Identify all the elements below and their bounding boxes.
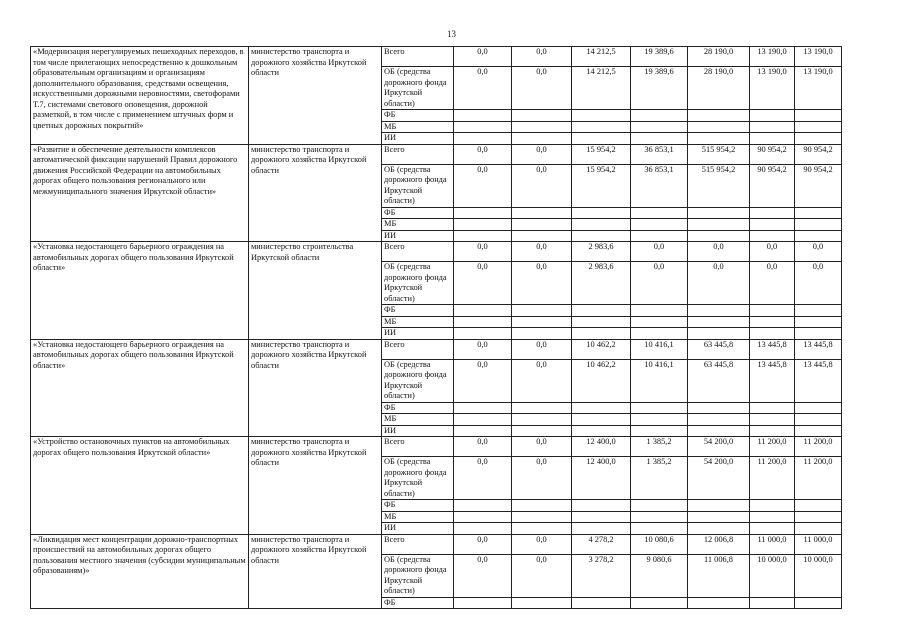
amount-cell: 0,0 bbox=[631, 262, 688, 305]
amount-cell: 0,0 bbox=[512, 339, 572, 359]
budget-table bbox=[30, 46, 842, 609]
amount-cell bbox=[631, 425, 688, 437]
executor-cell: министерство транспорта и дорожного хозяйства Иркутской области bbox=[249, 339, 382, 437]
amount-cell bbox=[688, 305, 750, 317]
activity-name-cell: «Установка недостающего барьерного ограждения на автомобильных дорогах общего пользования Иркутской области» bbox=[31, 242, 249, 340]
amount-cell: 1 385,2 bbox=[631, 457, 688, 500]
funding-source-cell: МБ bbox=[382, 414, 454, 426]
funding-source-cell: ОБ (средства дорожного фонда Иркутской области) bbox=[382, 554, 454, 597]
funding-source-cell: МБ bbox=[382, 219, 454, 231]
funding-source-cell: ОБ (средства дорожного фонда Иркутской области) bbox=[382, 164, 454, 207]
amount-cell: 0,0 bbox=[512, 359, 572, 402]
amount-cell bbox=[512, 425, 572, 437]
amount-cell bbox=[750, 219, 795, 231]
amount-cell bbox=[572, 207, 631, 219]
amount-cell bbox=[795, 511, 842, 523]
executor-cell: министерство транспорта и дорожного хозяйства Иркутской области bbox=[249, 534, 382, 609]
amount-cell bbox=[454, 133, 512, 145]
amount-cell: 11 200,0 bbox=[795, 437, 842, 457]
amount-cell: 0,0 bbox=[750, 262, 795, 305]
amount-cell bbox=[572, 230, 631, 242]
amount-cell bbox=[750, 523, 795, 535]
funding-source-cell: ИИ bbox=[382, 523, 454, 535]
amount-cell: 0,0 bbox=[454, 339, 512, 359]
amount-cell: 90 954,2 bbox=[750, 164, 795, 207]
amount-cell bbox=[454, 597, 512, 609]
activity-name-cell: «Модернизация нерегулируемых пешеходных переходов, в том числе прилегающих непосредственно к дошкольным образовательным организациям и организациям дополнительного образования, средствами освещения, искусственными дорожными неровностями, светофорами Т.7, системами светового оповещения, дорожной разметкой, в том числе с применением штучных форм и цветных дорожных покрытий» bbox=[31, 47, 249, 145]
amount-cell bbox=[512, 110, 572, 122]
amount-cell bbox=[795, 219, 842, 231]
amount-cell: 0,0 bbox=[512, 47, 572, 67]
amount-cell: 2 983,6 bbox=[572, 262, 631, 305]
funding-source-cell: Всего bbox=[382, 47, 454, 67]
amount-cell: 0,0 bbox=[454, 534, 512, 554]
amount-cell bbox=[454, 523, 512, 535]
amount-cell bbox=[454, 121, 512, 133]
amount-cell: 0,0 bbox=[631, 242, 688, 262]
amount-cell: 54 200,0 bbox=[688, 457, 750, 500]
amount-cell: 28 190,0 bbox=[688, 47, 750, 67]
amount-cell: 63 445,8 bbox=[688, 339, 750, 359]
executor-cell: министерство строительства Иркутской области bbox=[249, 242, 382, 340]
amount-cell bbox=[572, 305, 631, 317]
amount-cell: 11 006,8 bbox=[688, 554, 750, 597]
amount-cell bbox=[572, 425, 631, 437]
amount-cell bbox=[795, 597, 842, 609]
amount-cell: 9 080,6 bbox=[631, 554, 688, 597]
funding-source-cell: ИИ bbox=[382, 328, 454, 340]
activity-name-cell: «Ликвидация мест концентрации дорожно-транспортных происшествий на автомобильных дорогах общего пользования местного значения (субсидии муниципальным образованиям)» bbox=[31, 534, 249, 609]
amount-cell: 0,0 bbox=[512, 554, 572, 597]
amount-cell: 0,0 bbox=[750, 242, 795, 262]
amount-cell bbox=[454, 414, 512, 426]
amount-cell bbox=[631, 230, 688, 242]
amount-cell bbox=[795, 121, 842, 133]
amount-cell bbox=[795, 402, 842, 414]
funding-source-cell: МБ bbox=[382, 121, 454, 133]
amount-cell bbox=[512, 305, 572, 317]
amount-cell: 4 278,2 bbox=[572, 534, 631, 554]
amount-cell bbox=[750, 133, 795, 145]
amount-cell: 13 445,8 bbox=[750, 339, 795, 359]
amount-cell: 0,0 bbox=[512, 242, 572, 262]
amount-cell bbox=[572, 511, 631, 523]
amount-cell: 0,0 bbox=[688, 262, 750, 305]
amount-cell: 10 000,0 bbox=[750, 554, 795, 597]
amount-cell: 0,0 bbox=[454, 47, 512, 67]
amount-cell: 10 416,1 bbox=[631, 339, 688, 359]
amount-cell bbox=[750, 597, 795, 609]
amount-cell: 0,0 bbox=[795, 242, 842, 262]
amount-cell: 0,0 bbox=[512, 437, 572, 457]
amount-cell bbox=[750, 207, 795, 219]
amount-cell bbox=[795, 523, 842, 535]
amount-cell: 36 853,1 bbox=[631, 144, 688, 164]
amount-cell bbox=[631, 402, 688, 414]
amount-cell: 0,0 bbox=[454, 144, 512, 164]
funding-source-cell: ФБ bbox=[382, 110, 454, 122]
amount-cell bbox=[631, 414, 688, 426]
amount-cell: 0,0 bbox=[512, 457, 572, 500]
amount-cell bbox=[688, 511, 750, 523]
amount-cell: 0,0 bbox=[454, 437, 512, 457]
funding-source-cell: Всего bbox=[382, 242, 454, 262]
amount-cell: 15 954,2 bbox=[572, 164, 631, 207]
amount-cell: 11 000,0 bbox=[795, 534, 842, 554]
amount-cell: 0,0 bbox=[454, 554, 512, 597]
amount-cell: 19 389,6 bbox=[631, 47, 688, 67]
amount-cell bbox=[512, 316, 572, 328]
amount-cell bbox=[631, 500, 688, 512]
amount-cell bbox=[795, 207, 842, 219]
amount-cell bbox=[631, 328, 688, 340]
amount-cell: 19 389,6 bbox=[631, 67, 688, 110]
amount-cell: 13 445,8 bbox=[750, 359, 795, 402]
amount-cell bbox=[572, 121, 631, 133]
amount-cell bbox=[688, 316, 750, 328]
amount-cell bbox=[688, 425, 750, 437]
funding-source-cell: Всего bbox=[382, 534, 454, 554]
table-row bbox=[31, 242, 842, 262]
activity-name-cell: «Развитие и обеспечение деятельности комплексов автоматической фиксации нарушений Правил дорожного движения Российской Федерации на автомобильных дорогах общего пользования регионального или межмуниципального значения Иркутской области» bbox=[31, 144, 249, 242]
amount-cell bbox=[688, 110, 750, 122]
amount-cell: 12 400,0 bbox=[572, 457, 631, 500]
amount-cell bbox=[454, 110, 512, 122]
amount-cell bbox=[631, 133, 688, 145]
amount-cell: 0,0 bbox=[795, 262, 842, 305]
amount-cell bbox=[688, 597, 750, 609]
amount-cell bbox=[688, 230, 750, 242]
funding-source-cell: ОБ (средства дорожного фонда Иркутской области) bbox=[382, 359, 454, 402]
amount-cell bbox=[631, 110, 688, 122]
funding-source-cell: ОБ (средства дорожного фонда Иркутской области) bbox=[382, 457, 454, 500]
amount-cell bbox=[572, 597, 631, 609]
amount-cell bbox=[631, 597, 688, 609]
amount-cell bbox=[572, 133, 631, 145]
amount-cell: 14 212,5 bbox=[572, 47, 631, 67]
funding-source-cell: Всего bbox=[382, 437, 454, 457]
amount-cell bbox=[454, 328, 512, 340]
amount-cell: 0,0 bbox=[454, 262, 512, 305]
amount-cell bbox=[688, 500, 750, 512]
amount-cell: 13 190,0 bbox=[750, 67, 795, 110]
amount-cell: 63 445,8 bbox=[688, 359, 750, 402]
amount-cell bbox=[688, 402, 750, 414]
amount-cell: 12 006,8 bbox=[688, 534, 750, 554]
amount-cell bbox=[688, 328, 750, 340]
amount-cell: 11 200,0 bbox=[795, 457, 842, 500]
amount-cell bbox=[572, 402, 631, 414]
funding-source-cell: МБ bbox=[382, 316, 454, 328]
amount-cell bbox=[454, 500, 512, 512]
amount-cell bbox=[631, 207, 688, 219]
amount-cell: 0,0 bbox=[688, 242, 750, 262]
amount-cell bbox=[454, 219, 512, 231]
amount-cell bbox=[454, 230, 512, 242]
amount-cell bbox=[512, 511, 572, 523]
amount-cell: 515 954,2 bbox=[688, 164, 750, 207]
amount-cell bbox=[750, 511, 795, 523]
amount-cell bbox=[512, 219, 572, 231]
amount-cell bbox=[512, 414, 572, 426]
amount-cell bbox=[631, 316, 688, 328]
amount-cell bbox=[454, 305, 512, 317]
amount-cell bbox=[750, 316, 795, 328]
funding-source-cell: МБ bbox=[382, 511, 454, 523]
amount-cell bbox=[512, 500, 572, 512]
amount-cell bbox=[795, 328, 842, 340]
amount-cell bbox=[750, 230, 795, 242]
amount-cell bbox=[750, 425, 795, 437]
amount-cell: 1 385,2 bbox=[631, 437, 688, 457]
funding-source-cell: ИИ bbox=[382, 133, 454, 145]
amount-cell: 10 080,6 bbox=[631, 534, 688, 554]
amount-cell bbox=[631, 523, 688, 535]
funding-source-cell: ФБ bbox=[382, 305, 454, 317]
funding-source-cell: ОБ (средства дорожного фонда Иркутской области) bbox=[382, 67, 454, 110]
funding-source-cell: ФБ bbox=[382, 500, 454, 512]
amount-cell bbox=[512, 121, 572, 133]
amount-cell: 13 190,0 bbox=[750, 47, 795, 67]
amount-cell bbox=[512, 207, 572, 219]
amount-cell bbox=[454, 316, 512, 328]
page-number: 13 bbox=[447, 29, 456, 39]
amount-cell: 13 445,8 bbox=[795, 339, 842, 359]
amount-cell bbox=[688, 133, 750, 145]
amount-cell bbox=[750, 110, 795, 122]
funding-source-cell: ОБ (средства дорожного фонда Иркутской области) bbox=[382, 262, 454, 305]
amount-cell bbox=[688, 207, 750, 219]
amount-cell: 28 190,0 bbox=[688, 67, 750, 110]
amount-cell bbox=[688, 523, 750, 535]
amount-cell bbox=[512, 133, 572, 145]
table-row bbox=[31, 144, 842, 164]
amount-cell bbox=[572, 500, 631, 512]
amount-cell: 13 190,0 bbox=[795, 47, 842, 67]
amount-cell bbox=[454, 207, 512, 219]
amount-cell: 3 278,2 bbox=[572, 554, 631, 597]
amount-cell: 0,0 bbox=[454, 242, 512, 262]
amount-cell bbox=[572, 316, 631, 328]
amount-cell bbox=[512, 523, 572, 535]
amount-cell bbox=[795, 414, 842, 426]
amount-cell bbox=[631, 121, 688, 133]
amount-cell bbox=[572, 219, 631, 231]
funding-source-cell: Всего bbox=[382, 144, 454, 164]
amount-cell: 0,0 bbox=[454, 359, 512, 402]
executor-cell: министерство транспорта и дорожного хозяйства Иркутской области bbox=[249, 144, 382, 242]
amount-cell bbox=[454, 425, 512, 437]
amount-cell: 13 190,0 bbox=[795, 67, 842, 110]
amount-cell bbox=[512, 230, 572, 242]
amount-cell bbox=[631, 305, 688, 317]
amount-cell: 0,0 bbox=[454, 164, 512, 207]
amount-cell bbox=[572, 328, 631, 340]
amount-cell: 0,0 bbox=[454, 457, 512, 500]
amount-cell: 15 954,2 bbox=[572, 144, 631, 164]
amount-cell: 54 200,0 bbox=[688, 437, 750, 457]
amount-cell: 14 212,5 bbox=[572, 67, 631, 110]
amount-cell: 90 954,2 bbox=[750, 144, 795, 164]
amount-cell bbox=[750, 500, 795, 512]
amount-cell bbox=[688, 121, 750, 133]
funding-source-cell: Всего bbox=[382, 339, 454, 359]
executor-cell: министерство транспорта и дорожного хозяйства Иркутской области bbox=[249, 47, 382, 145]
amount-cell bbox=[572, 523, 631, 535]
amount-cell bbox=[795, 230, 842, 242]
table-row bbox=[31, 47, 842, 67]
table-row bbox=[31, 534, 842, 554]
amount-cell bbox=[512, 328, 572, 340]
amount-cell: 11 200,0 bbox=[750, 437, 795, 457]
amount-cell bbox=[750, 305, 795, 317]
amount-cell: 515 954,2 bbox=[688, 144, 750, 164]
amount-cell: 0,0 bbox=[454, 67, 512, 110]
amount-cell: 90 954,2 bbox=[795, 144, 842, 164]
activity-name-cell: «Установка недостающего барьерного ограждения на автомобильных дорогах общего пользования Иркутской области» bbox=[31, 339, 249, 437]
amount-cell: 0,0 bbox=[512, 164, 572, 207]
amount-cell: 0,0 bbox=[512, 262, 572, 305]
amount-cell: 0,0 bbox=[512, 534, 572, 554]
funding-source-cell: ФБ bbox=[382, 597, 454, 609]
amount-cell: 11 200,0 bbox=[750, 457, 795, 500]
amount-cell bbox=[795, 500, 842, 512]
amount-cell bbox=[750, 328, 795, 340]
amount-cell: 10 462,2 bbox=[572, 339, 631, 359]
amount-cell bbox=[750, 402, 795, 414]
table-row bbox=[31, 339, 842, 359]
amount-cell: 90 954,2 bbox=[795, 164, 842, 207]
amount-cell bbox=[688, 219, 750, 231]
amount-cell bbox=[631, 219, 688, 231]
amount-cell: 0,0 bbox=[512, 144, 572, 164]
amount-cell bbox=[512, 597, 572, 609]
table-row bbox=[31, 437, 842, 457]
amount-cell bbox=[454, 511, 512, 523]
amount-cell: 10 416,1 bbox=[631, 359, 688, 402]
amount-cell bbox=[795, 133, 842, 145]
amount-cell: 11 000,0 bbox=[750, 534, 795, 554]
executor-cell: министерство транспорта и дорожного хозяйства Иркутской области bbox=[249, 437, 382, 535]
amount-cell bbox=[688, 414, 750, 426]
amount-cell bbox=[795, 316, 842, 328]
amount-cell bbox=[750, 414, 795, 426]
amount-cell: 10 000,0 bbox=[795, 554, 842, 597]
amount-cell bbox=[572, 110, 631, 122]
amount-cell: 10 462,2 bbox=[572, 359, 631, 402]
amount-cell: 2 983,6 bbox=[572, 242, 631, 262]
funding-source-cell: ИИ bbox=[382, 425, 454, 437]
amount-cell bbox=[631, 511, 688, 523]
amount-cell bbox=[750, 121, 795, 133]
amount-cell bbox=[454, 402, 512, 414]
amount-cell bbox=[795, 305, 842, 317]
amount-cell bbox=[795, 425, 842, 437]
amount-cell: 12 400,0 bbox=[572, 437, 631, 457]
amount-cell bbox=[572, 414, 631, 426]
activity-name-cell: «Устройство остановочных пунктов на автомобильных дорогах общего пользования Иркутской области» bbox=[31, 437, 249, 535]
amount-cell bbox=[512, 402, 572, 414]
funding-source-cell: ИИ bbox=[382, 230, 454, 242]
amount-cell: 0,0 bbox=[512, 67, 572, 110]
funding-source-cell: ФБ bbox=[382, 207, 454, 219]
funding-source-cell: ФБ bbox=[382, 402, 454, 414]
amount-cell bbox=[795, 110, 842, 122]
amount-cell: 36 853,1 bbox=[631, 164, 688, 207]
amount-cell: 13 445,8 bbox=[795, 359, 842, 402]
